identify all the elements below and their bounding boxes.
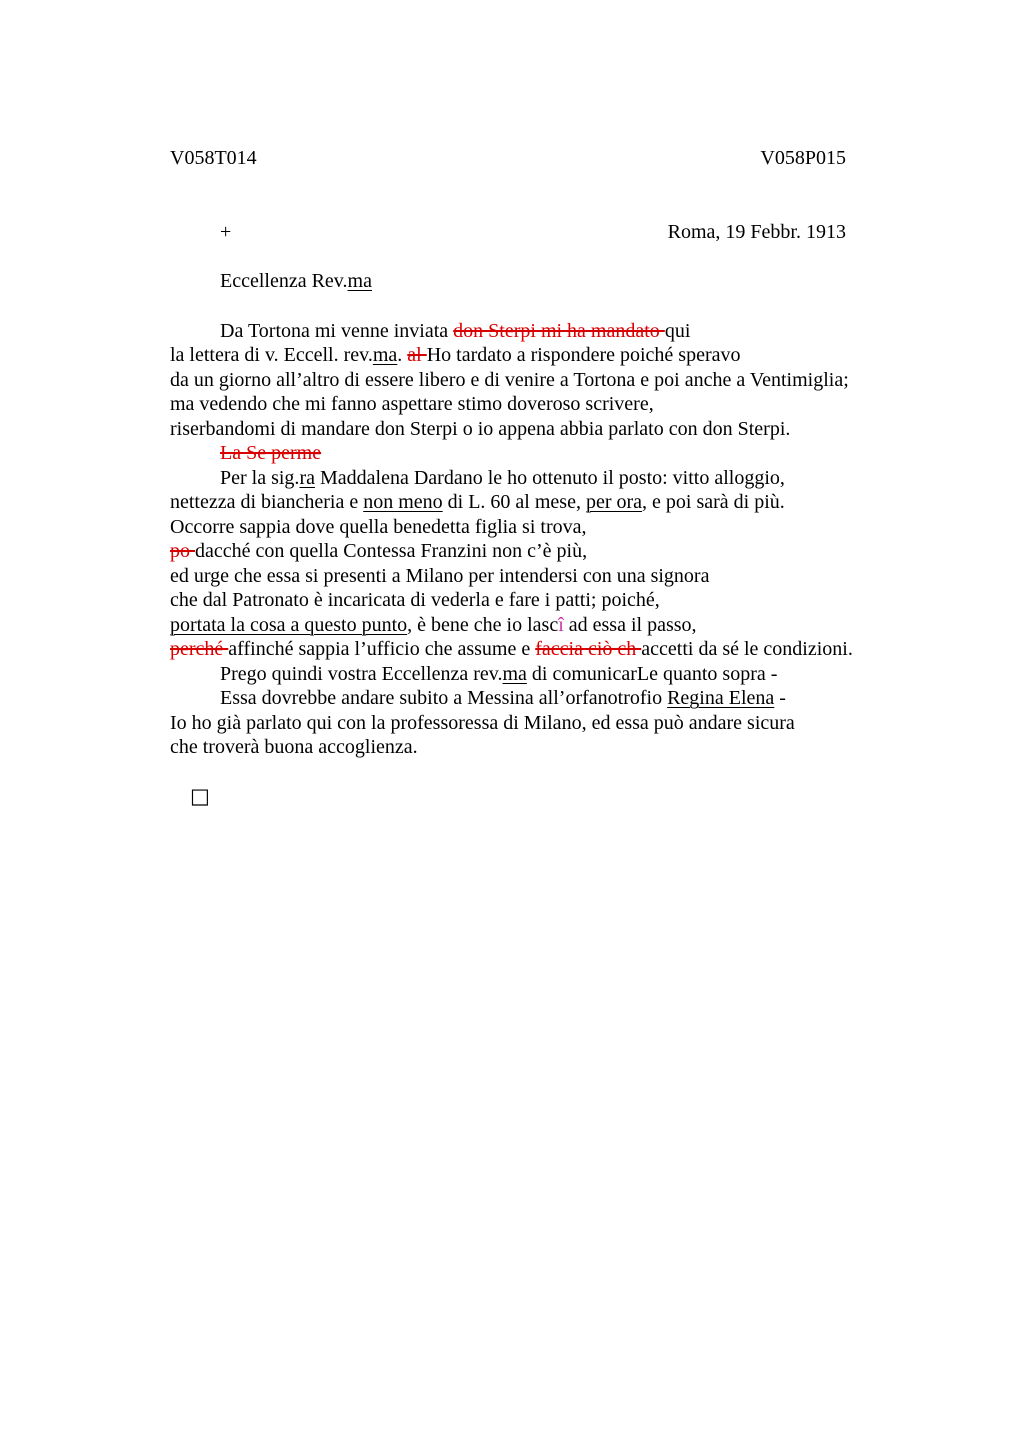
underlined-text: portata la cosa a questo punto [170,613,408,636]
text-segment: Per la sig. [220,466,300,489]
text-segment: Essa dovrebbe andare subito a Messina all’orfanotrofio [220,687,668,709]
letter-line [170,539,1024,564]
text-segment: Occorre sappia dove quella benedetta figlia si trova, [170,515,587,538]
letter-line [170,686,1024,711]
struck-text: don Sterpi mi ha mandato [453,319,665,342]
text-segment: riserbandomi di mandare don Sterpi o io appena abbia parlato con don Sterpi. [170,417,791,440]
letter-line [170,564,1024,589]
struck-text: po [170,540,195,562]
text-segment: Da Tortona mi venne inviata [220,319,454,342]
letter-line [170,368,1024,393]
underlined-text: non meno [363,491,443,513]
letter-line [170,343,1024,368]
text-segment: Ho tardato a rispondere poiché speravo [426,344,741,366]
text-segment: affinché sappia l’ufficio che assume e [228,638,536,660]
letter-line [170,711,1024,736]
letter-line [170,735,1024,760]
header-row [170,146,846,171]
letter-line [170,515,1024,540]
text-segment: Io ho già parlato qui con la professoressa di Milano, ed essa può andare sicura [170,711,795,734]
text-segment: Maddalena Dardano le ho ottenuto il posto: vitto alloggio, [314,466,785,489]
date-row [170,220,846,245]
letter-line [170,613,1024,638]
letter-line [170,417,1024,442]
letter-line [170,441,1024,466]
text-segment: accetti da sé le condizioni. [641,638,853,660]
underlined-text: ma [372,344,398,366]
text-segment: nettezza di biancheria e [170,491,364,513]
text-segment: la lettera di v. Eccell. rev. [170,344,373,366]
header-code-right: V058P015 [760,147,846,169]
inserted-char: î [558,613,564,636]
struck-text: perché [170,638,229,660]
text-segment: che troverà buona accoglienza. [170,736,418,758]
text-segment: Eccellenza Rev. [220,270,348,292]
text-segment: , e poi sarà di più. [642,491,785,513]
header-code-left: V058T014 [170,147,257,169]
struck-text: La Se perme [220,442,322,464]
underlined-text: per ora [585,491,643,513]
text-segment: ad essa il passo, [563,613,697,636]
text-segment: , è bene che io lasc [407,613,559,636]
letter-line [170,392,1024,417]
letter-line [170,319,1024,344]
letter-line [170,588,1024,613]
text-segment: Prego quindi vostra Eccellenza rev. [220,662,503,685]
footer-line [170,760,1024,835]
letter-body [170,319,1024,760]
struck-text: al [407,344,427,366]
underlined-text: Regina Elena [667,687,775,709]
salutation-line [170,269,1024,294]
text-segment: di L. 60 al mese, [442,491,586,513]
text-segment: che dal Patronato è incaricata di vederla e fare i patti; poiché, [170,589,660,611]
text-segment: da un giorno all’altro di essere libero e di venire a Tortona e poi anche a Ventimiglia; [170,368,849,391]
letter-line [170,490,1024,515]
struck-text: faccia ciò ch [535,638,642,660]
text-segment: . [397,344,408,366]
letter-line [170,662,1024,687]
text-segment: - [774,687,786,709]
missing-glyph-box: □ [190,784,210,808]
text-segment: ed urge che essa si presenti a Milano per intendersi con una signora [170,564,710,587]
letter-line [170,466,1024,491]
cross-symbol: + [220,220,232,243]
text-segment: dacché con quella Contessa Franzini non c’è più, [195,540,588,562]
underlined-text: ma [502,662,527,685]
underlined-text: ma [347,270,372,292]
text-segment: ma vedendo che mi fanno aspettare stimo doveroso scrivere, [170,393,654,415]
text-segment: qui [664,319,691,342]
dateline: Roma, 19 Febbr. 1913 [667,220,846,243]
letter-line [170,637,1024,662]
text-segment: di comunicarLe quanto sopra - [526,662,778,685]
underlined-text: ra [299,466,315,489]
